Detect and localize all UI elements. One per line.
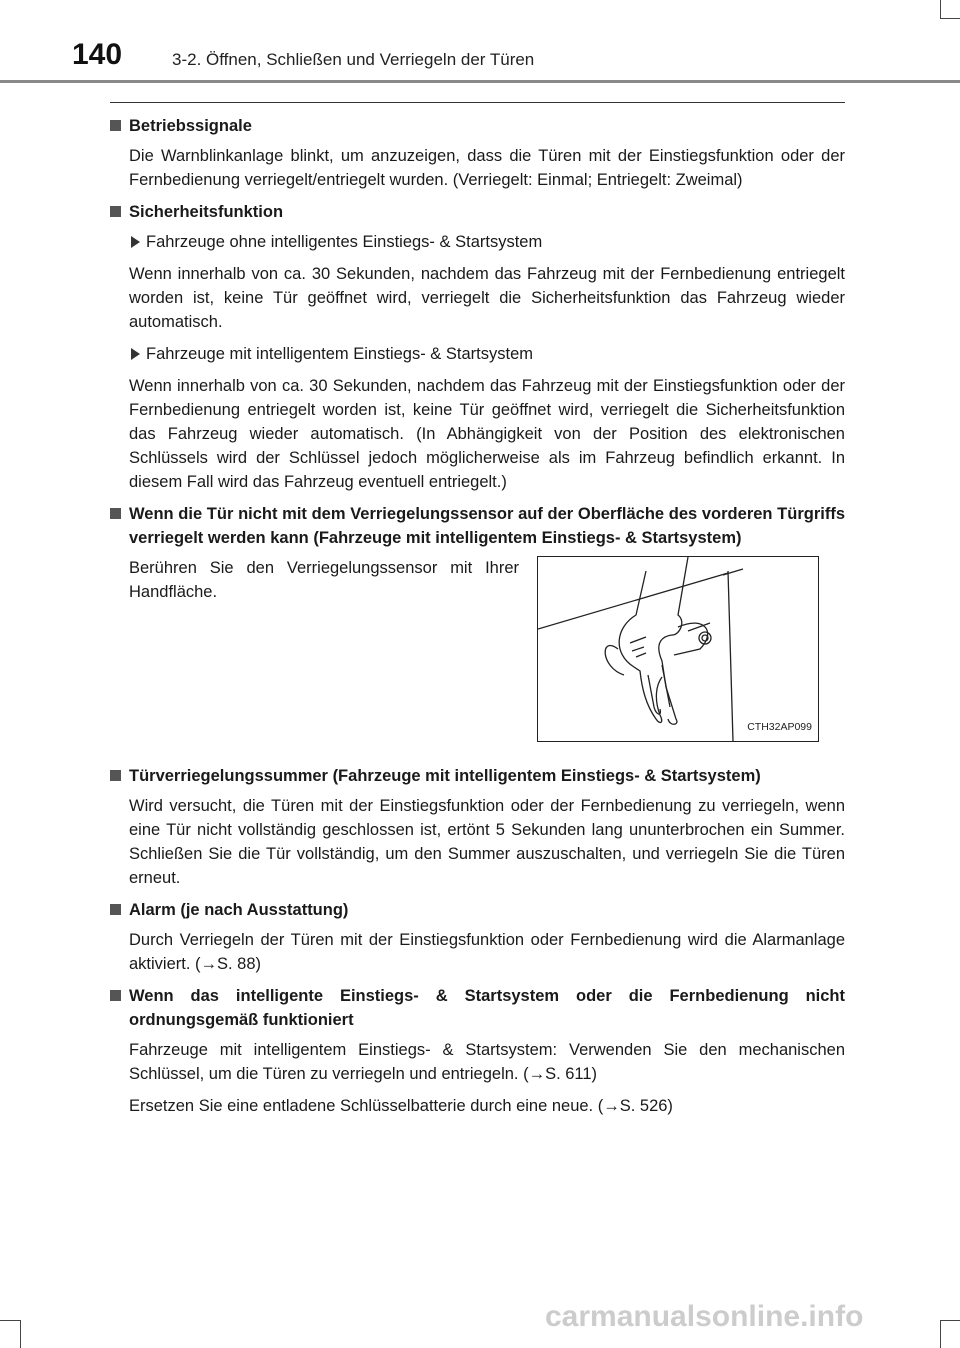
crop-mark — [940, 18, 960, 19]
paragraph: Fahrzeuge mit intelligentem Einstiegs- & Startsystem: Verwenden Sie den mechanischen Schlüssel, um die Türen zu verriegeln und entriegeln. (→S. 611) — [129, 1041, 845, 1083]
section-rule — [110, 102, 845, 103]
page-content — [110, 114, 845, 1126]
paragraph: Die Warnblinkanlage blinkt, um anzuzeigen, dass die Türen mit der Einstiegsfunktion oder der Fernbedienung verriegelt/entriegelt wurden. (Verriegelt: Einmal; Entriegelt: Zweimal) — [129, 147, 845, 189]
figure-code: CTH32AP099 — [747, 721, 812, 733]
square-bullet-icon — [110, 206, 121, 217]
paragraph: Ersetzen Sie eine entladene Schlüsselbatterie durch eine neue. (→S. 526) — [129, 1097, 673, 1115]
paragraph: Wird versucht, die Türen mit der Einstiegsfunktion oder der Fernbedienung zu verriegeln, wenn eine Tür nicht vollständig geschlossen ist, ertönt 5 Sekunden lang ununterbrochen ein Summer. Schließen Sie die Tür vollständig, um den Summer auszuschalten, und verriegeln Sie die Türen erneut. — [129, 797, 845, 887]
crop-mark — [940, 1320, 960, 1321]
square-bullet-icon — [110, 120, 121, 131]
crop-mark — [940, 0, 941, 18]
figure-row — [129, 556, 845, 742]
header-rule — [0, 80, 960, 83]
running-header: 3-2. Öffnen, Schließen und Verriegeln der Türen — [172, 50, 535, 69]
section-heading: Betriebssignale — [110, 114, 845, 138]
paragraph: Wenn innerhalb von ca. 30 Sekunden, nachdem das Fahrzeug mit der Fernbedienung entriegelt worden ist, keine Tür geöffnet wird, verriegelt die Sicherheitsfunktion das Fahrzeug wieder automatisch. — [129, 265, 845, 331]
door-handle-illustration — [537, 556, 819, 742]
hand-touching-sensor-icon — [538, 557, 818, 741]
square-bullet-icon — [110, 904, 121, 915]
watermark: carmanualsonline.info — [545, 1300, 864, 1333]
section-heading: Alarm (je nach Ausstattung) — [110, 898, 845, 922]
crop-mark — [0, 1320, 20, 1321]
crop-mark — [20, 1320, 21, 1348]
square-bullet-icon — [110, 770, 121, 781]
square-bullet-icon — [110, 990, 121, 1001]
section-heading: Sicherheitsfunktion — [110, 200, 845, 224]
section-heading: Wenn das intelligente Einstiegs- & Startsystem oder die Fernbedienung nicht ordnungsgemäß funktioniert — [110, 984, 845, 1032]
square-bullet-icon — [110, 508, 121, 519]
subheading: Fahrzeuge mit intelligentem Einstiegs- & Startsystem — [129, 342, 845, 366]
paragraph: Durch Verriegeln der Türen mit der Einstiegsfunktion oder Fernbedienung wird die Alarmanlage aktiviert. (→S. 88) — [129, 931, 845, 973]
section-heading: Wenn die Tür nicht mit dem Verriegelungssensor auf der Oberfläche des vorderen Türgriffs verriegelt werden kann (Fahrzeuge mit intelligentem Einstiegs- & Startsystem) — [110, 502, 845, 550]
triangle-bullet-icon — [131, 348, 140, 360]
paragraph: Berühren Sie den Verriegelungssensor mit Ihrer Handfläche. — [129, 559, 519, 601]
subheading: Fahrzeuge ohne intelligentes Einstiegs- & Startsystem — [129, 230, 845, 254]
triangle-bullet-icon — [131, 236, 140, 248]
page-number: 140 — [72, 38, 123, 71]
paragraph: Wenn innerhalb von ca. 30 Sekunden, nachdem das Fahrzeug mit der Einstiegsfunktion oder der Fernbedienung entriegelt worden ist, keine Tür geöffnet wird, verriegelt die Sicherheitsfunktion das Fahrzeug wieder automatisch. (In Abhängigkeit von der Position des elektronischen Schlüssels wird der Schlüssel jedoch möglicherweise als im Fahrzeug befindlich erkannt. In diesem Fall wird das Fahrzeug eventuell entriegelt.) — [129, 377, 845, 491]
crop-mark — [940, 1320, 941, 1348]
section-heading: Türverriegelungssummer (Fahrzeuge mit intelligentem Einstiegs- & Startsystem) — [110, 764, 845, 788]
